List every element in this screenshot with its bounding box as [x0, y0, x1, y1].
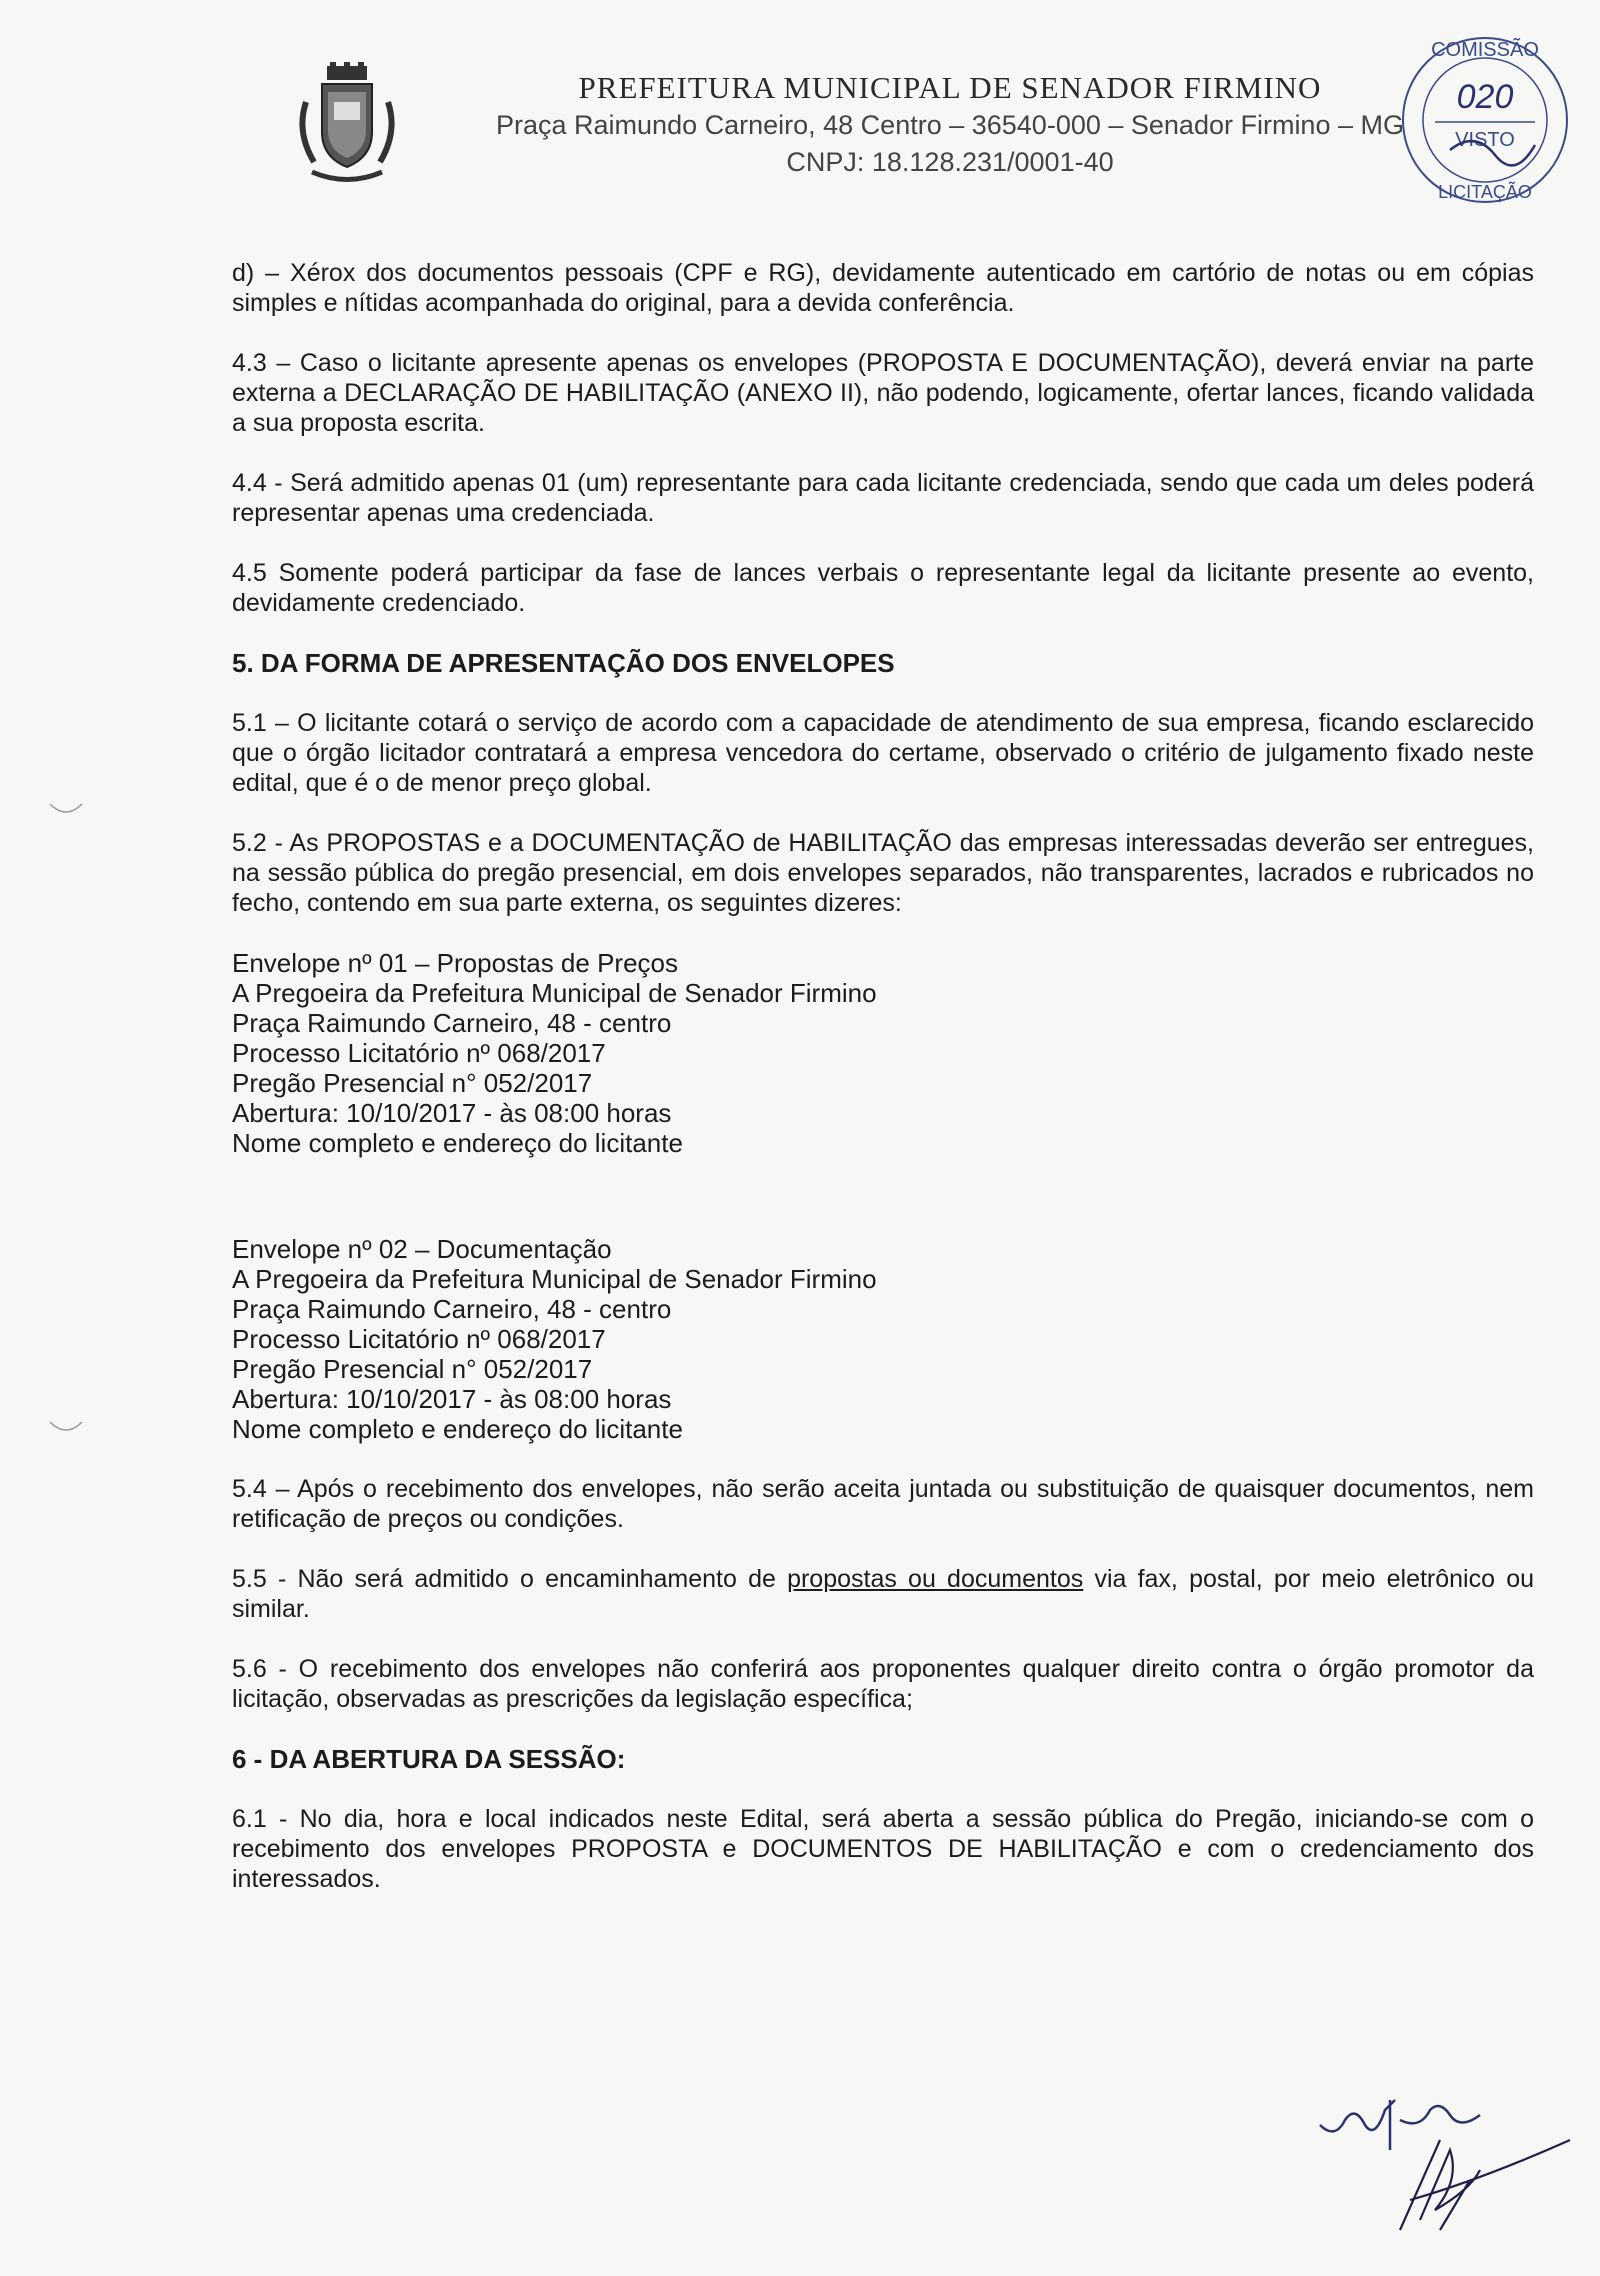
letterhead	[470, 70, 1430, 178]
paragraph-5-5	[232, 1564, 1534, 1624]
municipality-name: PREFEITURA MUNICIPAL DE SENADOR FIRMINO	[578, 70, 1322, 105]
paragraph-d: d) – Xérox dos documentos pessoais (CPF e RG), devidamente autenticado em cartório de notas ou em cópias simples e nítidas acompanhada do original, para a devida conferência.	[232, 259, 1534, 317]
municipality-cnpj: CNPJ: 18.128.231/0001-40	[786, 147, 1114, 177]
hole-punch-mark	[48, 1418, 84, 1436]
paragraph-5-5-underlined: propostas ou documentos	[787, 1565, 1084, 1593]
paragraph-5-2: 5.2 - As PROPOSTAS e a DOCUMENTAÇÃO de HABILITAÇÃO das empresas interessadas deverão ser entregues, na sessão pública do pregão presencial, em dois envelopes separados, não transparentes, lacrados e rubricados no fecho, contendo em sua parte externa, os seguintes dizeres:	[232, 829, 1534, 917]
envelope-line: A Pregoeira da Prefeitura Municipal de Senador Firmino	[232, 978, 877, 1008]
envelope-line: A Pregoeira da Prefeitura Municipal de Senador Firmino	[232, 1264, 877, 1294]
stamp-bottom-text: LICITAÇÃO	[1438, 182, 1532, 202]
envelope-1-label	[232, 948, 1534, 1158]
paragraph-5-5-end: via fax, postal, por meio eletrônico ou similar.	[232, 1565, 1534, 1623]
envelope-line: Processo Licitatório nº 068/2017	[232, 1324, 606, 1354]
municipal-crest-icon	[292, 62, 402, 187]
envelope-line: Nome completo e endereço do licitante	[232, 1128, 683, 1158]
paragraph-4-3: 4.3 – Caso o licitante apresente apenas os envelopes (PROPOSTA E DOCUMENTAÇÃO), deverá enviar na parte externa a DECLARAÇÃO DE HABILITAÇÃO (ANEXO II), não podendo, logicamente, ofertar lances, ficando validada a sua proposta escrita.	[232, 349, 1534, 437]
section-6-heading: 6 - DA ABERTURA DA SESSÃO:	[232, 1744, 626, 1774]
envelope-line: Praça Raimundo Carneiro, 48 - centro	[232, 1294, 672, 1324]
paragraph-4-5: 4.5 Somente poderá participar da fase de lances verbais o representante legal da licitante presente ao evento, devidamente credenciado.	[232, 559, 1534, 617]
committee-stamp	[1395, 30, 1575, 210]
envelope-line: Abertura: 10/10/2017 - às 08:00 horas	[232, 1384, 672, 1414]
envelope-line: Pregão Presencial n° 052/2017	[232, 1068, 593, 1098]
envelope-line: Pregão Presencial n° 052/2017	[232, 1354, 593, 1384]
stamp-top-text: COMISSÃO	[1431, 39, 1539, 61]
signature	[1380, 2120, 1580, 2240]
document-body	[232, 258, 1534, 1924]
envelope-line: Abertura: 10/10/2017 - às 08:00 horas	[232, 1098, 672, 1128]
paragraph-5-4: 5.4 – Após o recebimento dos envelopes, não serão aceita juntada ou substituição de quaisquer documentos, nem retificação de preços ou condições.	[232, 1475, 1534, 1533]
envelope-line: Processo Licitatório nº 068/2017	[232, 1038, 606, 1068]
envelope-2-label	[232, 1234, 1534, 1444]
paragraph-5-6: 5.6 - O recebimento dos envelopes não conferirá aos proponentes qualquer direito contra o órgão promotor da licitação, observadas as prescrições da legislação específica;	[232, 1655, 1534, 1713]
paragraph-6-1: 6.1 - No dia, hora e local indicados neste Edital, será aberta a sessão pública do Pregão, iniciando-se com o recebimento dos envelopes PROPOSTA e DOCUMENTOS DE HABILITAÇÃO e com o credenciamento dos interessados.	[232, 1805, 1534, 1893]
paragraph-4-4: 4.4 - Será admitido apenas 01 (um) representante para cada licitante credenciada, sendo que cada um deles poderá representar apenas uma credenciada.	[232, 469, 1534, 527]
stamp-middle-text: VISTO	[1455, 129, 1515, 151]
envelope-line: Nome completo e endereço do licitante	[232, 1414, 683, 1444]
hole-punch-mark	[48, 800, 84, 818]
envelope-line: Praça Raimundo Carneiro, 48 - centro	[232, 1008, 672, 1038]
municipality-address: Praça Raimundo Carneiro, 48 Centro – 36540-000 – Senador Firmino – MG	[496, 110, 1404, 140]
paragraph-5-5-start: 5.5 - Não será admitido o encaminhamento de	[232, 1565, 788, 1593]
envelope-line: Envelope nº 01 – Propostas de Preços	[232, 948, 678, 978]
section-5-heading: 5. DA FORMA DE APRESENTAÇÃO DOS ENVELOPES	[232, 648, 895, 678]
stamp-number: 020	[1456, 78, 1514, 116]
paragraph-5-1: 5.1 – O licitante cotará o serviço de acordo com a capacidade de atendimento de sua empresa, ficando esclarecido que o órgão licitador contratará a empresa vencedora do certame, observado o critério de julgamento fixado neste edital, que é o de menor preço global.	[232, 709, 1534, 797]
envelope-line: Envelope nº 02 – Documentação	[232, 1234, 612, 1264]
